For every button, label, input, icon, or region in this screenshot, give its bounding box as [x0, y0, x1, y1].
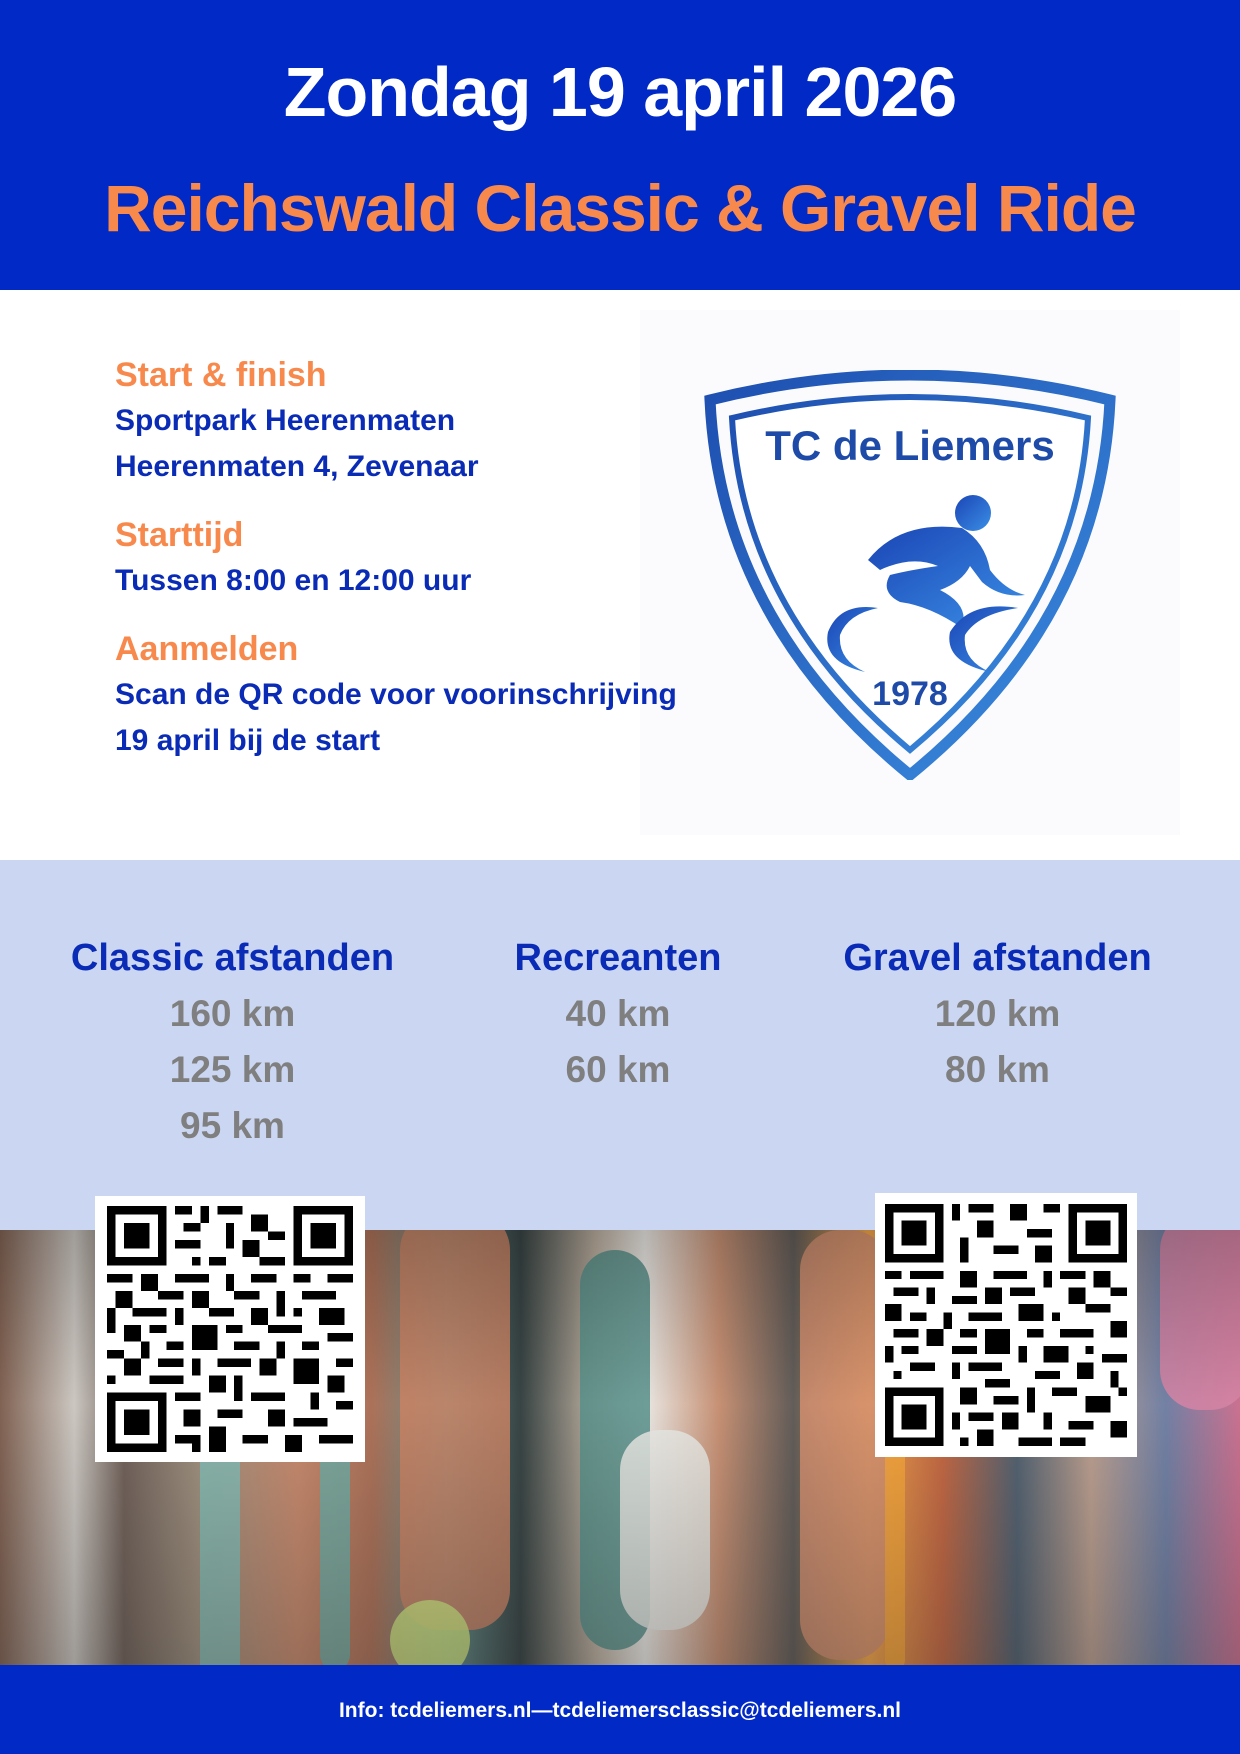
qr-code-icon [885, 1203, 1127, 1447]
event-date: Zondag 19 april 2026 [283, 53, 957, 131]
club-logo [700, 370, 1120, 780]
footer-banner [0, 1665, 1240, 1754]
distance-value: 40 km [565, 993, 671, 1034]
distance-value: 120 km [934, 993, 1061, 1034]
contact-info: Info: tcdeliemers.nl—tcdeliemersclassic@tcdeliemers.nl [338, 1699, 902, 1722]
distances-section [0, 860, 1240, 1230]
recreational-distances [488, 930, 748, 1098]
distance-value: 60 km [565, 1049, 671, 1090]
venue-address: Heerenmaten 4, Zevenaar [115, 450, 479, 483]
venue-name: Sportpark Heerenmaten [115, 404, 456, 437]
logo-year: 1978 [872, 675, 948, 713]
qr-code-icon [105, 1206, 355, 1452]
gravel-distances [830, 930, 1165, 1098]
distance-heading: Recreanten [514, 937, 722, 979]
start-time: Tussen 8:00 en 12:00 uur [115, 564, 472, 597]
registration-line: 19 april bij de start [115, 724, 381, 757]
info-block-registration [115, 626, 677, 764]
info-block-starttime [115, 512, 677, 604]
qr-code-classic[interactable] [95, 1196, 365, 1462]
info-heading: Starttijd [115, 516, 244, 554]
registration-line: Scan de QR code voor voorinschrijving [115, 678, 677, 711]
event-title: Reichswald Classic & Gravel Ride [104, 171, 1136, 245]
distance-heading: Classic afstanden [70, 937, 395, 979]
distance-value: 95 km [180, 1105, 285, 1146]
distance-heading: Gravel afstanden [843, 937, 1152, 979]
info-block-start-finish [115, 352, 677, 490]
qr-code-gravel[interactable] [875, 1193, 1137, 1457]
cyclist-shield-icon [700, 370, 1120, 780]
info-text [115, 352, 677, 786]
info-heading: Start & finish [115, 356, 327, 394]
distance-value: 80 km [945, 1049, 1050, 1090]
info-heading: Aanmelden [115, 630, 299, 668]
logo-club-name: TC de Liemers [765, 422, 1055, 469]
distance-value: 125 km [169, 1049, 296, 1090]
classic-distances [70, 930, 395, 1154]
distance-value: 160 km [169, 993, 296, 1034]
header-banner [0, 0, 1240, 290]
